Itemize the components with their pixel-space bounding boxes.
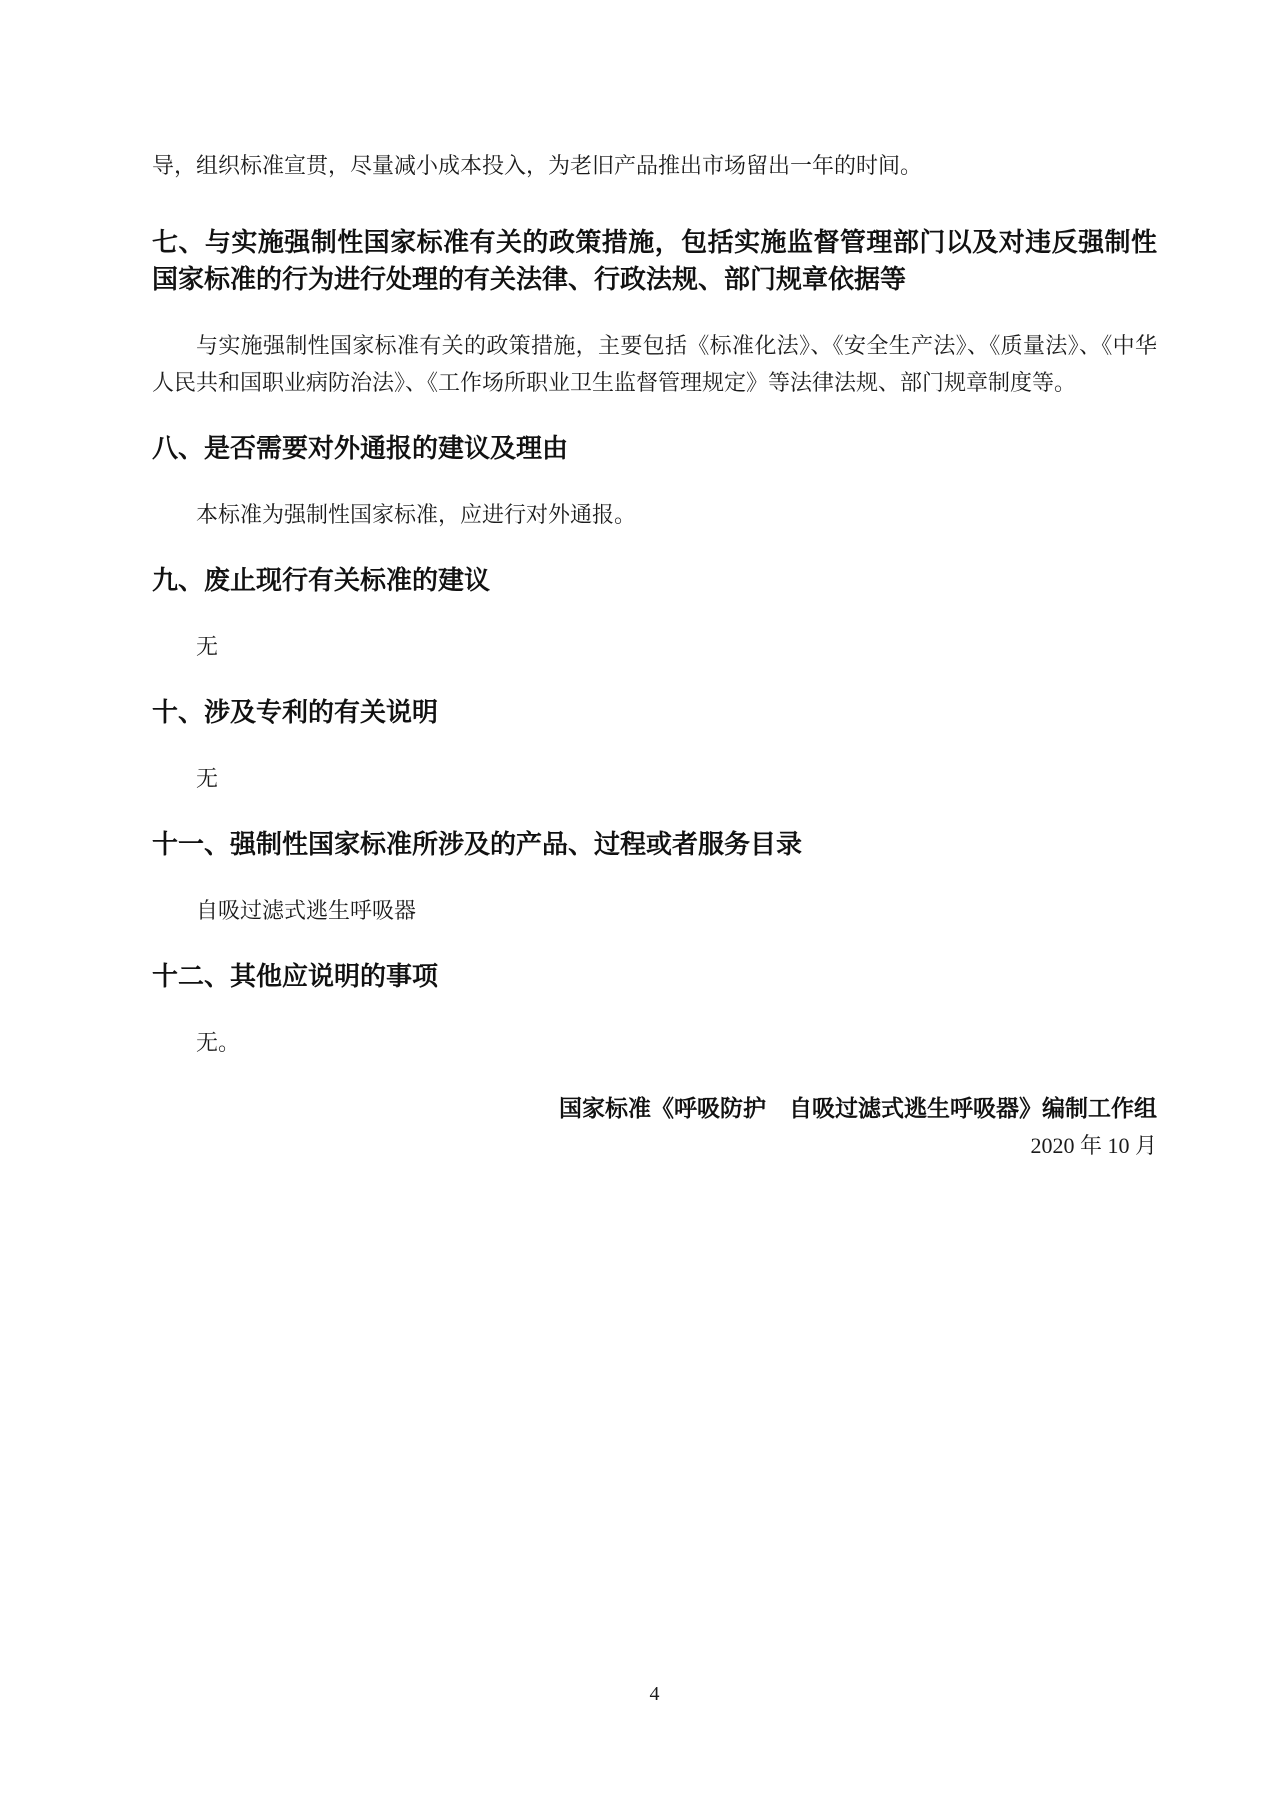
drafting-group-signature: 国家标准《呼吸防护 自吸过滤式逃生呼吸器》编制工作组 xyxy=(559,1096,1157,1121)
document-content xyxy=(152,147,1157,1164)
section-10-paragraph: 无 xyxy=(196,766,219,791)
section-heading-11: 十一、强制性国家标准所涉及的产品、过程或者服务目录 xyxy=(152,829,803,859)
section-heading-10: 十、涉及专利的有关说明 xyxy=(152,697,439,727)
page-number: 4 xyxy=(649,1683,660,1705)
section-heading-12: 十二、其他应说明的事项 xyxy=(152,961,439,991)
section-heading-9: 九、废止现行有关标准的建议 xyxy=(152,565,491,595)
section-8-paragraph: 本标准为强制性国家标准，应进行对外通报。 xyxy=(196,502,637,527)
section-11-paragraph: 自吸过滤式逃生呼吸器 xyxy=(196,898,417,923)
section-heading-7: 七、与实施强制性国家标准有关的政策措施，包括实施监督管理部门以及对违反强制性国家标准的行为进行处理的有关法律、行政法规、部门规章依据等 xyxy=(152,227,1157,294)
section-7-paragraph: 与实施强制性国家标准有关的政策措施，主要包括《标准化法》、《安全生产法》、《质量法》、《中华人民共和国职业病防治法》、《工作场所职业卫生监督管理规定》等法律法规、部门规章制度等。 xyxy=(152,333,1157,395)
section-9-paragraph: 无 xyxy=(196,634,219,659)
section-12-paragraph: 无。 xyxy=(196,1030,241,1055)
document-date: 2020 年 10 月 xyxy=(1030,1133,1157,1158)
section-heading-8: 八、是否需要对外通报的建议及理由 xyxy=(152,433,569,463)
continuation-paragraph: 导，组织标准宣贯，尽量减小成本投入，为老旧产品推出市场留出一年的时间。 xyxy=(152,153,923,178)
